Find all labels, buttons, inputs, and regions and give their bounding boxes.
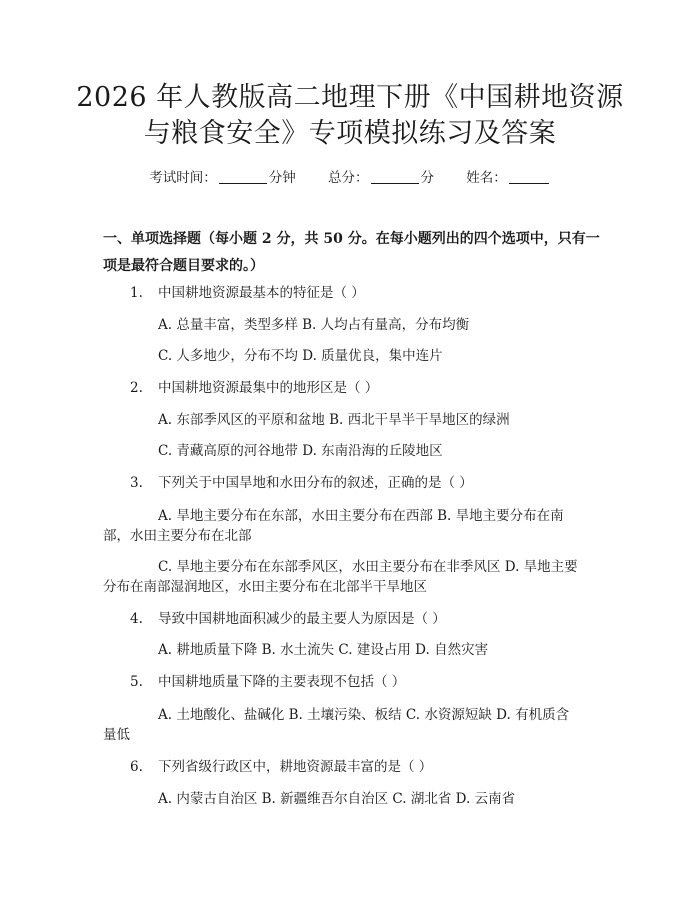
question-number: 4. (130, 611, 143, 627)
total-score (328, 170, 438, 186)
section-heading: 一、单项选择题（每小题 2 分，共 50 分。在每小题列出的四个选项中，只有一项是最符合题目要求的。） (103, 231, 600, 274)
question-2-options-2: C. 青藏高原的河谷地带 D. 东南沿海的丘陵地区 (158, 443, 443, 459)
question-6-options-1: A. 内蒙古自治区 B. 新疆维吾尔自治区 C. 湖北省 D. 云南省 (158, 791, 516, 807)
page-title-line1: 2026 年人教版高二地理下册《中国耕地资源 (76, 82, 624, 113)
question-3-options-2b: 分布在南部湿润地区，水田主要分布在北部半干旱地区 (103, 579, 427, 595)
question-stem: 下列省级行政区中，耕地资源最丰富的是（ ） (158, 759, 433, 775)
question-2-options-1: A. 东部季风区的平原和盆地 B. 西北干旱半干旱地区的绿洲 (158, 412, 510, 428)
question-stem: 导致中国耕地面积减少的最主要人为原因是（ ） (158, 611, 446, 627)
question-3-options-1b: 部，水田主要分布在北部 (103, 528, 252, 544)
question-3-options-1a: A. 旱地主要分布在东部，水田主要分布在西部 B. 旱地主要分布在南 (158, 508, 564, 524)
student-name-label: 姓名： (466, 170, 507, 186)
student-name-blank (509, 169, 549, 184)
question-3 (130, 473, 473, 493)
question-5-options-1a: A. 土地酸化、盐碱化 B. 土壤污染、板结 C. 水资源短缺 D. 有机质含 (158, 707, 570, 723)
question-stem: 中国耕地质量下降的主要表现不包括（ ） (158, 674, 406, 690)
question-4-options-1: A. 耕地质量下降 B. 水土流失 C. 建设占用 D. 自然灾害 (158, 642, 489, 658)
question-stem: 中国耕地资源最基本的特征是（ ） (158, 285, 365, 301)
question-number: 5. (130, 674, 143, 690)
student-name (466, 170, 551, 186)
question-1-options-1: A. 总量丰富，类型多样 B. 人均占有量高，分布均衡 (158, 317, 470, 333)
question-4 (130, 609, 446, 629)
question-1-options-2: C. 人多地少，分布不均 D. 质量优良，集中连片 (158, 348, 443, 364)
exam-meta (0, 168, 700, 188)
question-5 (130, 672, 405, 692)
question-number: 2. (130, 380, 143, 396)
exam-time-unit: 分钟 (268, 170, 296, 186)
question-1 (130, 283, 365, 303)
question-6 (130, 757, 432, 777)
exam-time-label: 考试时间： (149, 170, 217, 186)
question-number: 1. (130, 285, 143, 301)
question-3-options-2a: C. 旱地主要分布在东部季风区，水田主要分布在非季风区 D. 旱地主要 (158, 559, 578, 575)
question-stem: 下列关于中国旱地和水田分布的叙述，正确的是（ ） (158, 475, 473, 491)
question-5-options-1b: 量低 (103, 727, 130, 743)
total-score-blank (371, 169, 419, 184)
page-title-line2: 与粮食安全》专项模拟练习及答案 (143, 118, 557, 149)
exam-time-blank (219, 169, 267, 184)
question-stem: 中国耕地资源最集中的地形区是（ ） (158, 380, 379, 396)
question-number: 6. (130, 759, 143, 775)
exam-time (149, 170, 300, 186)
question-2 (130, 378, 378, 398)
total-score-unit: 分 (420, 170, 434, 186)
total-score-label: 总分： (328, 170, 369, 186)
question-number: 3. (130, 475, 143, 491)
